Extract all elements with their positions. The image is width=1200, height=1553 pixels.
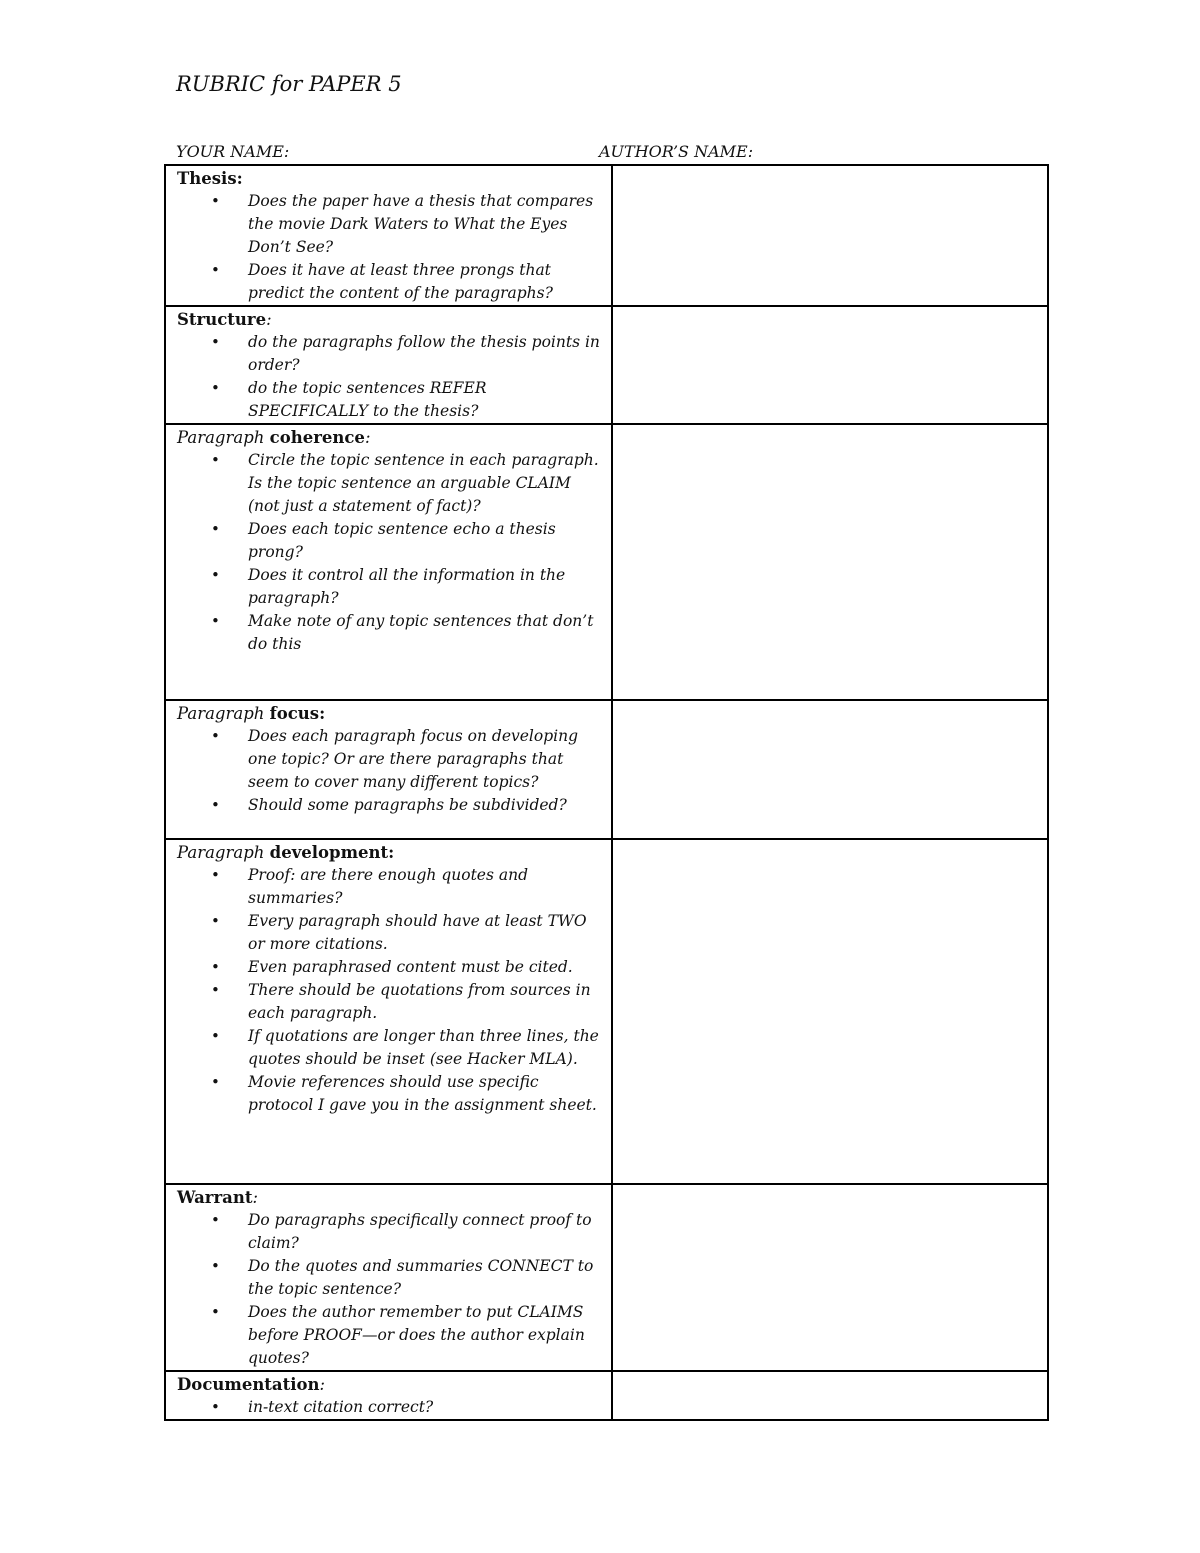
- criterion-heading: Warrant:: [177, 1188, 259, 1207]
- criterion-points: [177, 1396, 611, 1419]
- criterion-cell: [165, 1184, 612, 1371]
- criterion-cell: [165, 165, 612, 306]
- bullet-icon: •: [211, 1257, 220, 1275]
- bullet-icon: •: [211, 912, 220, 930]
- bullet-icon: •: [211, 261, 220, 279]
- rubric-row-warrant: [165, 1184, 1048, 1371]
- bullet-icon: •: [211, 1398, 220, 1416]
- criterion-point: • Circle the topic sentence in each paragraph. Is the topic sentence an arguable CLAIM (not just a statement of fact)?: [211, 451, 599, 515]
- criterion-heading: Documentation:: [177, 1375, 326, 1394]
- your-name-label: YOUR NAME:: [176, 142, 290, 161]
- criterion-point: • Even paraphrased content must be cited.: [177, 956, 611, 979]
- criterion-point: • If quotations are longer than three lines, the quotes should be inset (see Hacker MLA).: [211, 1027, 599, 1068]
- criterion-point: • Does the author remember to put CLAIMS before PROOF—or does the author explain quotes?: [211, 1303, 585, 1367]
- author-feedback-cell[interactable]: [612, 1371, 1048, 1420]
- rubric-row-documentation: [165, 1371, 1048, 1420]
- criterion-heading: Structure:: [177, 310, 272, 329]
- author-feedback-cell[interactable]: [612, 1184, 1048, 1371]
- criterion-cell: [165, 700, 612, 839]
- criterion-point: • Does it have at least three prongs that predict the content of the paragraphs?: [211, 261, 553, 302]
- criterion-point: • Do paragraphs specifically connect proof to claim?: [211, 1211, 592, 1252]
- criterion-point: • Make note of any topic sentences that don’t do this: [211, 612, 594, 653]
- criterion-heading: Paragraph coherence:: [177, 428, 371, 447]
- author-feedback-cell[interactable]: [612, 165, 1048, 306]
- bullet-icon: •: [211, 1027, 220, 1045]
- criterion-point: • Does it control all the information in the paragraph?: [211, 566, 566, 607]
- bullet-icon: •: [211, 379, 220, 397]
- criterion-cell: [165, 306, 612, 424]
- criterion-point: • Does each topic sentence echo a thesis prong?: [211, 520, 556, 561]
- bullet-icon: •: [211, 1073, 220, 1091]
- criterion-points: [177, 449, 611, 656]
- author-feedback-cell[interactable]: [612, 306, 1048, 424]
- criterion-cell: [165, 839, 612, 1184]
- criterion-cell: [165, 1371, 612, 1420]
- bullet-icon: •: [211, 796, 220, 814]
- criterion-points: [177, 864, 611, 1117]
- criterion-point: • Do the quotes and summaries CONNECT to the topic sentence?: [211, 1257, 594, 1298]
- rubric-row-paragraph-development: [165, 839, 1048, 1184]
- bullet-icon: •: [211, 981, 220, 999]
- bullet-icon: •: [211, 1303, 220, 1321]
- criterion-heading: Paragraph focus:: [177, 704, 326, 723]
- criterion-point: • Movie references should use specific protocol I gave you in the assignment sheet.: [211, 1073, 597, 1114]
- criterion-point: • Does each paragraph focus on developing one topic? Or are there paragraphs that seem to cover many different topics?: [211, 727, 578, 791]
- criterion-heading: Paragraph development:: [177, 843, 395, 862]
- rubric-row-structure: [165, 306, 1048, 424]
- rubric-row-paragraph-coherence: [165, 424, 1048, 700]
- rubric-row-thesis: [165, 165, 1048, 306]
- criterion-point: • in-text citation correct?: [177, 1396, 611, 1419]
- criterion-point: • do the topic sentences REFER SPECIFICALLY to the thesis?: [211, 379, 487, 420]
- criterion-point: • Proof: are there enough quotes and summaries?: [211, 866, 528, 907]
- criterion-heading: Thesis:: [177, 169, 243, 188]
- author-feedback-cell[interactable]: [612, 839, 1048, 1184]
- criterion-points: [177, 725, 611, 817]
- bullet-icon: •: [211, 958, 220, 976]
- criterion-point: • There should be quotations from sources in each paragraph.: [211, 981, 591, 1022]
- author-feedback-cell[interactable]: [612, 424, 1048, 700]
- bullet-icon: •: [211, 866, 220, 884]
- bullet-icon: •: [211, 727, 220, 745]
- bullet-icon: •: [211, 520, 220, 538]
- rubric-table: [164, 164, 1049, 1421]
- author-name-label: AUTHOR’S NAME:: [599, 142, 754, 161]
- criterion-point: • Does the paper have a thesis that compares the movie Dark Waters to What the Eyes Don’t See?: [211, 192, 594, 256]
- criterion-point: • Every paragraph should have at least TWO or more citations.: [211, 912, 587, 953]
- criterion-points: [177, 1209, 611, 1370]
- author-feedback-cell[interactable]: [612, 700, 1048, 839]
- criterion-point: • Should some paragraphs be subdivided?: [177, 794, 611, 817]
- rubric-row-paragraph-focus: [165, 700, 1048, 839]
- page-title: RUBRIC for PAPER 5: [176, 72, 402, 96]
- criterion-points: [177, 190, 611, 305]
- criterion-points: [177, 331, 611, 423]
- bullet-icon: •: [211, 451, 220, 469]
- bullet-icon: •: [211, 333, 220, 351]
- criterion-cell: [165, 424, 612, 700]
- bullet-icon: •: [211, 566, 220, 584]
- bullet-icon: •: [211, 612, 220, 630]
- bullet-icon: •: [211, 1211, 220, 1229]
- criterion-point: • do the paragraphs follow the thesis points in order?: [211, 333, 600, 374]
- bullet-icon: •: [211, 192, 220, 210]
